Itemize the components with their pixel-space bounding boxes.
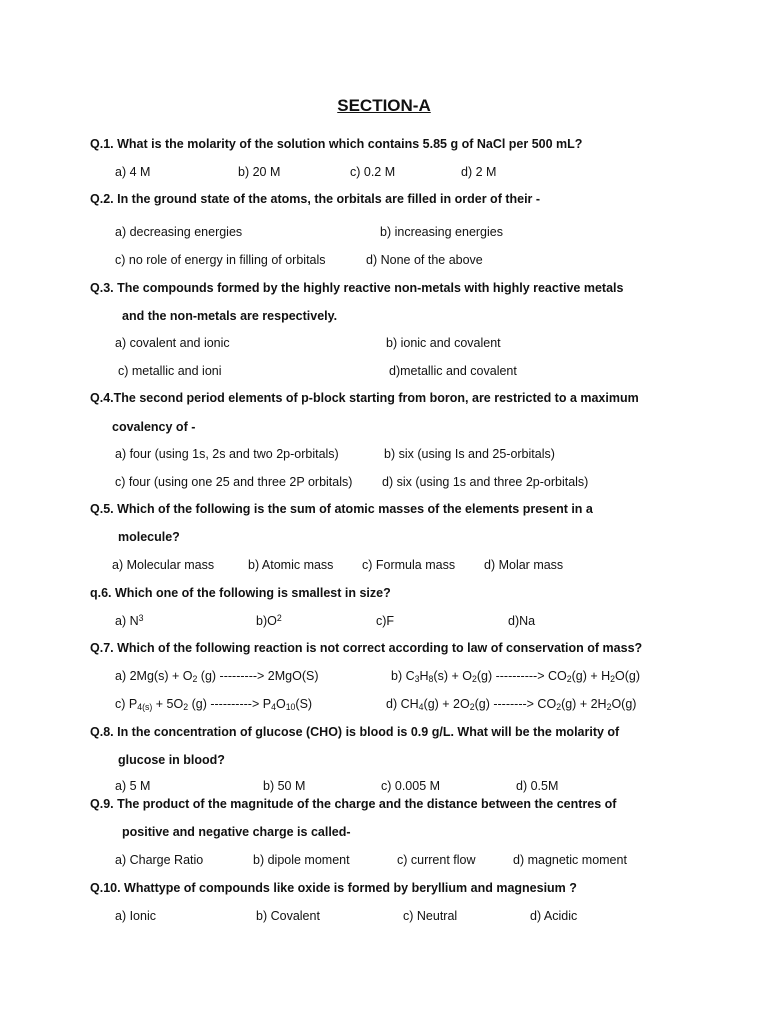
question-7: Q.7. Which of the following reaction is not correct according to law of conservation of mass? xyxy=(90,641,643,655)
question-8-cont: glucose in blood? xyxy=(118,753,225,767)
q5-option-d: d) Molar mass xyxy=(484,558,564,572)
q7-option-a: a) $2Mg(s) + O_2$ (g) ---------> 2MgO(S) xyxy=(115,669,319,685)
q2-option-a: a) decreasing energies xyxy=(115,225,243,239)
q7-option-d: d) $CH_4(g) + 2O_2(g)$ --------> $CO_2(g) + 2H_2O(g)$ xyxy=(386,697,637,713)
q9-option-c: c) current flow xyxy=(397,853,476,867)
q4-option-b: b) six (using Is and 25-orbitals) xyxy=(384,447,555,461)
q3-option-b: b) ionic and covalent xyxy=(386,336,501,350)
q3-option-c: c) metallic and ioni xyxy=(118,364,222,378)
question-8: Q.8. In the concentration of glucose (CHO) is blood is 0.9 g/L. What will be the molarity of xyxy=(90,725,620,739)
q4-option-a: a) four (using 1s, 2s and two 2p-orbitals) xyxy=(115,447,339,461)
q8-option-a: a) 5 M xyxy=(115,779,151,793)
q8-option-d: d) 0.5M xyxy=(516,779,559,793)
question-3: Q.3. The compounds formed by the highly reactive non-metals with highly reactive metals xyxy=(90,281,624,295)
question-2: Q.2. In the ground state of the atoms, the orbitals are filled in order of their - xyxy=(90,192,541,206)
question-5-cont: molecule? xyxy=(118,530,180,544)
q6-option-b: $b)O^2$ xyxy=(256,613,282,628)
q3-option-a: a) covalent and ionic xyxy=(115,336,230,350)
q4-option-d: d) six (using 1s and three 2p-orbitals) xyxy=(382,475,589,489)
q8-option-b: b) 50 M xyxy=(263,779,306,793)
q7-option-c: c) $P_{4(s)} + 5O_2$ (g) ----------> $P_4O_{10}(S)$ xyxy=(115,697,313,713)
q5-option-b: b) Atomic mass xyxy=(248,558,334,572)
q1-option-c: c) 0.2 M xyxy=(350,165,396,179)
q10-option-c: c) Neutral xyxy=(403,909,458,923)
q10-option-d: d) Acidic xyxy=(530,909,578,923)
q8-option-c: c) 0.005 M xyxy=(381,779,441,793)
q1-option-b: b) 20 M xyxy=(238,165,281,179)
section-title: SECTION-A xyxy=(337,96,431,115)
q5-option-c: c) Formula mass xyxy=(362,558,456,572)
q5-option-a: a) Molecular mass xyxy=(112,558,215,572)
q9-option-a: a) Charge Ratio xyxy=(115,853,204,867)
q10-option-b: b) Covalent xyxy=(256,909,320,923)
q3-option-d: d)metallic and covalent xyxy=(389,364,517,378)
q6-option-a: a) $N^3$ xyxy=(115,613,144,628)
q6-option-d: d)Na xyxy=(508,614,536,628)
question-3-cont: and the non-metals are respectively. xyxy=(122,309,338,323)
q10-option-a: a) Ionic xyxy=(115,909,156,923)
question-4: Q.4.The second period elements of p-block starting from boron, are restricted to a maximum xyxy=(90,391,639,405)
q1-option-d: d) 2 M xyxy=(461,165,497,179)
q9-option-d: d) magnetic moment xyxy=(513,853,627,867)
q9-option-b: b) dipole moment xyxy=(253,853,350,867)
question-9: Q.9. The product of the magnitude of the charge and the distance between the centres of xyxy=(90,797,617,811)
question-5: Q.5. Which of the following is the sum of atomic masses of the elements present in a xyxy=(90,502,593,516)
question-1: Q.1. What is the molarity of the solution which contains 5.85 g of NaCl per 500 mL? xyxy=(90,137,583,151)
q6-option-c: c)F xyxy=(376,614,395,628)
q1-option-a: a) 4 M xyxy=(115,165,151,179)
question-6: q.6. Which one of the following is smallest in size? xyxy=(90,586,391,600)
q7-option-b: b) $C_3H_8(s) + O_2(g)$ ----------> $CO_2(g) + H_2O(g)$ xyxy=(391,669,641,685)
q2-option-b: b) increasing energies xyxy=(380,225,503,239)
q4-option-c: c) four (using one 25 and three 2P orbitals) xyxy=(115,475,353,489)
question-10: Q.10. Whattype of compounds like oxide is formed by beryllium and magnesium ? xyxy=(90,881,577,895)
q2-option-d: d) None of the above xyxy=(366,253,483,267)
q2-option-c: c) no role of energy in filling of orbitals xyxy=(115,253,326,267)
question-4-cont: covalency of - xyxy=(112,420,196,434)
question-9-cont: positive and negative charge is called- xyxy=(122,825,351,839)
